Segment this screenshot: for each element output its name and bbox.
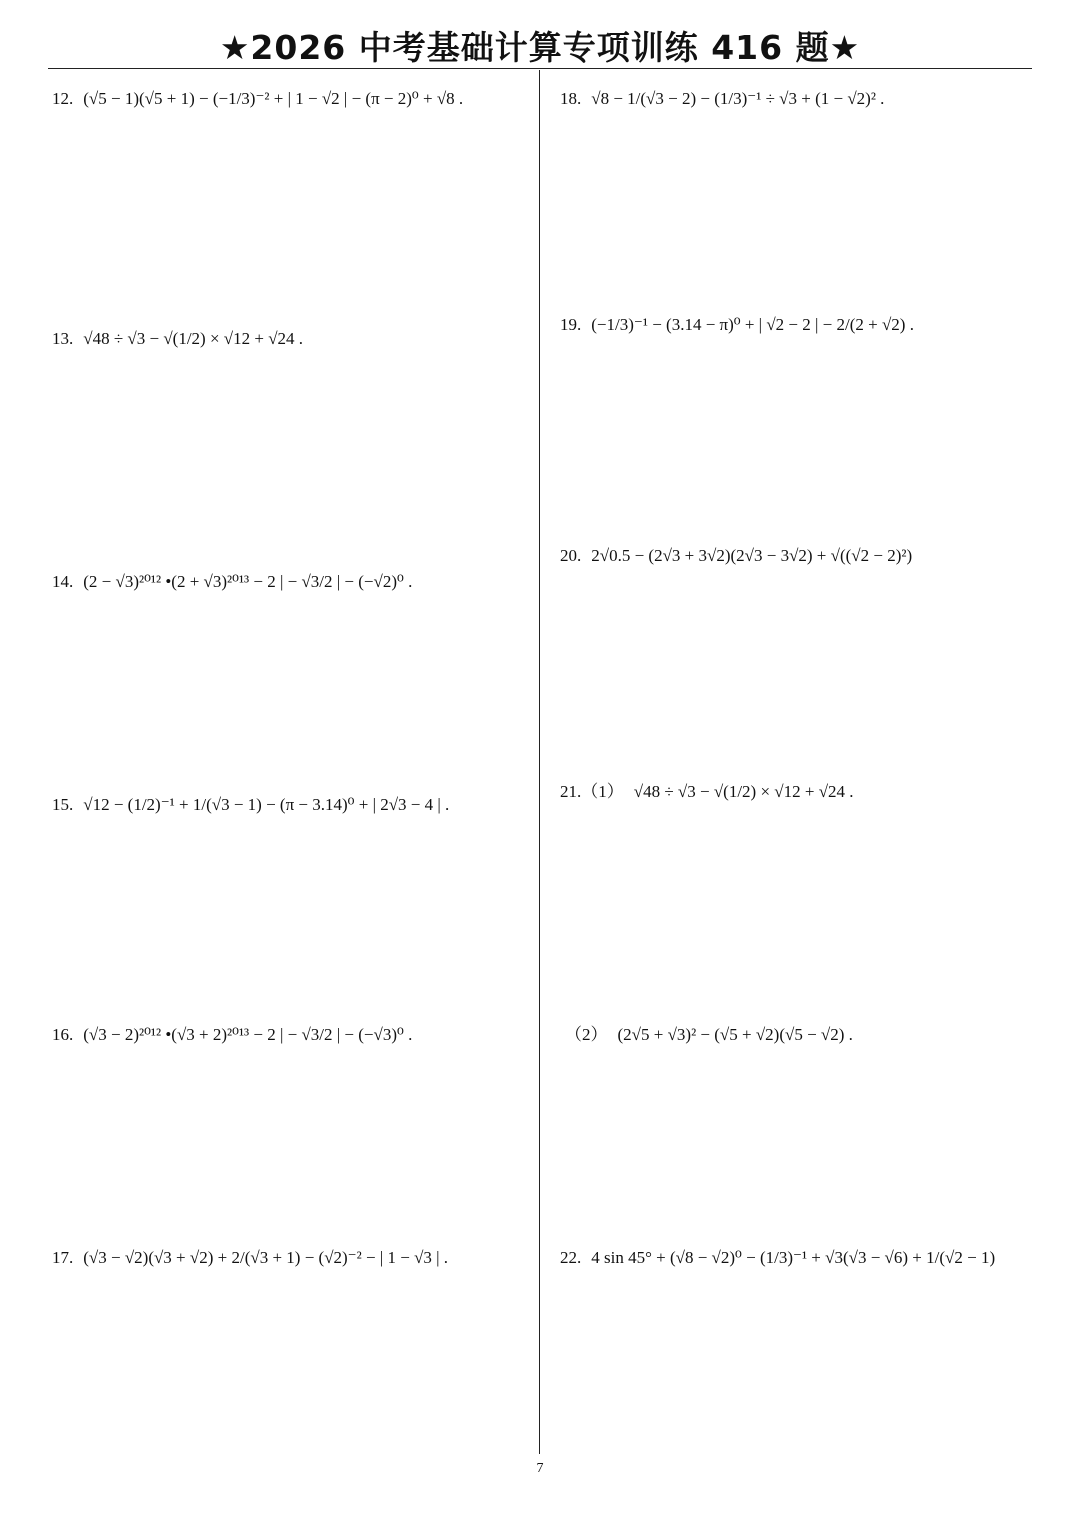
page-title: ★2026 中考基础计算专项训练 416 题★ bbox=[219, 28, 861, 67]
problem-expression: (√5 − 1)(√5 + 1) − (−1/3)⁻² + | 1 − √2 | − (π − 2)⁰ + √8 . bbox=[83, 89, 464, 108]
page-number: 7 bbox=[536, 1461, 544, 1476]
problem-19 bbox=[560, 316, 914, 333]
problem-expression: (2 − √3)²⁰¹² •(2 + √3)²⁰¹³ − 2 | − √3/2 | − (−√2)⁰ . bbox=[83, 572, 413, 591]
problem-number: 16. bbox=[52, 1025, 74, 1044]
problem-expression: (2√5 + √3)² − (√5 + √2)(√5 − √2) . bbox=[617, 1025, 853, 1044]
problem-number: （2） bbox=[565, 1025, 608, 1044]
problem-15 bbox=[52, 796, 449, 813]
problem-12 bbox=[52, 90, 463, 107]
problem-21-part-2 bbox=[565, 1026, 853, 1043]
problem-expression: 2√0.5 − (2√3 + 3√2)(2√3 − 3√2) + √((√2 − 2)²) bbox=[591, 546, 913, 565]
problem-expression: (√3 − 2)²⁰¹² •(√3 + 2)²⁰¹³ − 2 | − √3/2 | − (−√3)⁰ . bbox=[83, 1025, 413, 1044]
problem-expression: (−1/3)⁻¹ − (3.14 − π)⁰ + | √2 − 2 | − 2/(2 + √2) . bbox=[591, 315, 914, 334]
problem-14 bbox=[52, 573, 412, 590]
problem-expression: √48 ÷ √3 − √(1/2) × √12 + √24 . bbox=[83, 329, 304, 348]
column-divider bbox=[539, 70, 540, 1454]
problem-number: 20. bbox=[560, 546, 582, 565]
problem-number: 21.（1） bbox=[560, 782, 624, 801]
problem-expression: (√3 − √2)(√3 + √2) + 2/(√3 + 1) − (√2)⁻² − | 1 − √3 | . bbox=[83, 1248, 449, 1267]
problem-expression: √48 ÷ √3 − √(1/2) × √12 + √24 . bbox=[633, 782, 854, 801]
problem-expression: 4 sin 45° + (√8 − √2)⁰ − (1/3)⁻¹ + √3(√3 − √6) + 1/(√2 − 1) bbox=[591, 1248, 996, 1267]
problem-20 bbox=[560, 547, 912, 564]
problem-number: 18. bbox=[560, 89, 582, 108]
problem-number: 19. bbox=[560, 315, 582, 334]
problem-expression: √12 − (1/2)⁻¹ + 1/(√3 − 1) − (π − 3.14)⁰ + | 2√3 − 4 | . bbox=[83, 795, 450, 814]
problem-number: 17. bbox=[52, 1248, 74, 1267]
problem-number: 12. bbox=[52, 89, 74, 108]
problem-13 bbox=[52, 330, 303, 347]
problem-17 bbox=[52, 1249, 448, 1266]
problem-number: 13. bbox=[52, 329, 74, 348]
problem-expression: √8 − 1/(√3 − 2) − (1/3)⁻¹ ÷ √3 + (1 − √2)² . bbox=[591, 89, 885, 108]
problem-21-part-1 bbox=[560, 783, 854, 800]
problem-16 bbox=[52, 1026, 412, 1043]
problem-number: 15. bbox=[52, 795, 74, 814]
problem-22 bbox=[560, 1249, 995, 1266]
problem-number: 14. bbox=[52, 572, 74, 591]
problem-18 bbox=[560, 90, 884, 107]
problem-number: 22. bbox=[560, 1248, 582, 1267]
header-rule bbox=[48, 68, 1032, 69]
